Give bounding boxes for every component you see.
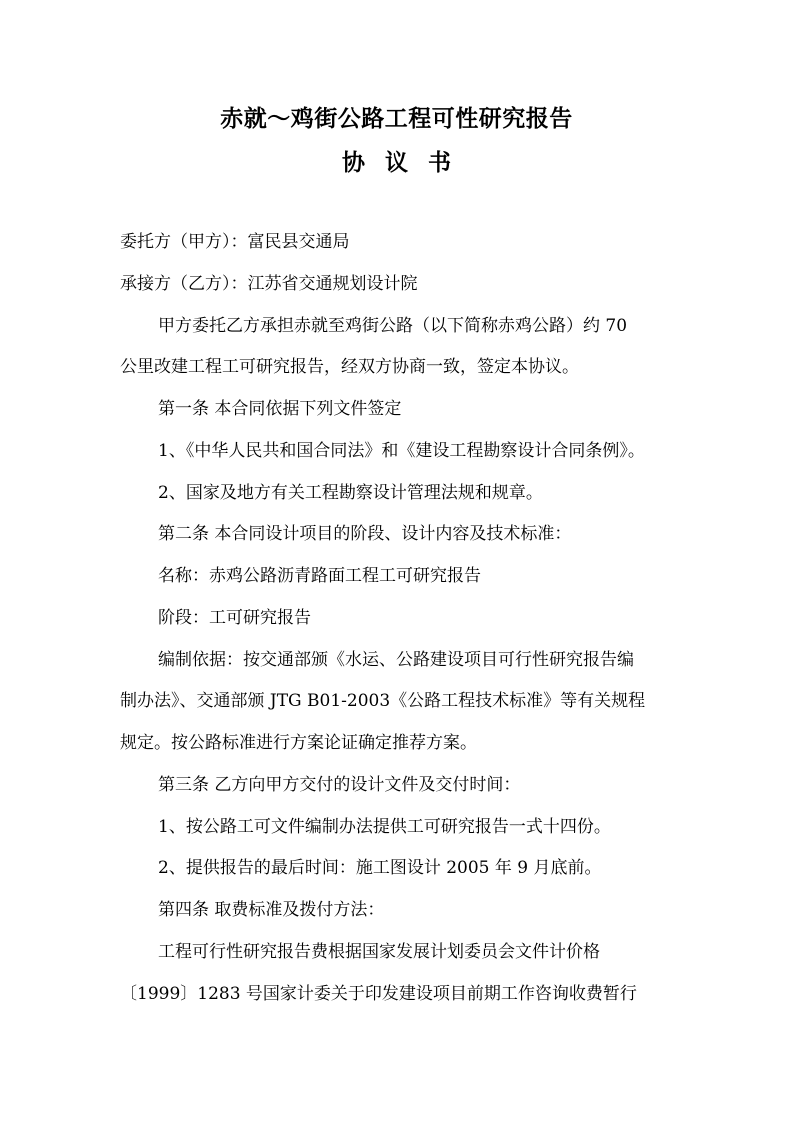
- text-line-basis-1: 编制依据：按交通部颁《水运、公路建设项目可行性研究报告编: [158, 650, 634, 670]
- text-line-article-1: 第一条 本合同依据下列文件签定: [158, 399, 402, 419]
- text-line-article-1-item-2: 2、国家及地方有关工程勘察设计管理法规和规章。: [158, 483, 543, 503]
- text-line-client: 委托方（甲方）：富民县交通局: [120, 232, 350, 252]
- text-line-fee-1: 工程可行性研究报告费根据国家发展计划委员会文件计价格: [158, 942, 600, 962]
- text-line-fee-2: 〔1999〕1283 号国家计委关于印发建设项目前期工作咨询收费暂行: [120, 984, 637, 1004]
- text-line-article-4: 第四条 取费标准及拨付方法：: [158, 900, 385, 920]
- text-line-intro-2: 公里改建工程工可研究报告，经双方协商一致，签定本协议。: [120, 357, 579, 377]
- text-line-basis-3: 规定。按公路标准进行方案论证确定推荐方案。: [120, 733, 477, 753]
- text-line-article-1-item-1: 1、《中华人民共和国合同法》和《建设工程勘察设计合同条例》。: [158, 441, 645, 461]
- text-line-stage: 阶段：工可研究报告: [158, 608, 311, 628]
- text-line-article-3-item-2: 2、提供报告的最后时间：施工图设计 2005 年 9 月底前。: [158, 858, 602, 878]
- text-line-contractor: 承接方（乙方）：江苏省交通规划设计院: [120, 274, 418, 294]
- text-line-intro-1: 甲方委托乙方承担赤就至鸡街公路（以下简称赤鸡公路）约 70: [158, 316, 628, 336]
- document-subtitle: 协议书: [342, 149, 471, 176]
- text-line-article-2: 第二条 本合同设计项目的阶段、设计内容及技术标准：: [158, 524, 572, 544]
- text-line-article-3-item-1: 1、按公路工可文件编制办法提供工可研究报告一式十四份。: [158, 817, 611, 837]
- text-line-article-3: 第三条 乙方向甲方交付的设计文件及交付时间：: [158, 775, 521, 795]
- document-title: 赤就～鸡街公路工程可性研究报告: [220, 105, 573, 132]
- text-line-project-name: 名称：赤鸡公路沥青路面工程工可研究报告: [158, 566, 481, 586]
- text-line-basis-2: 制办法》、交通部颁 JTG B01-2003《公路工程技术标准》等有关规程: [120, 691, 646, 711]
